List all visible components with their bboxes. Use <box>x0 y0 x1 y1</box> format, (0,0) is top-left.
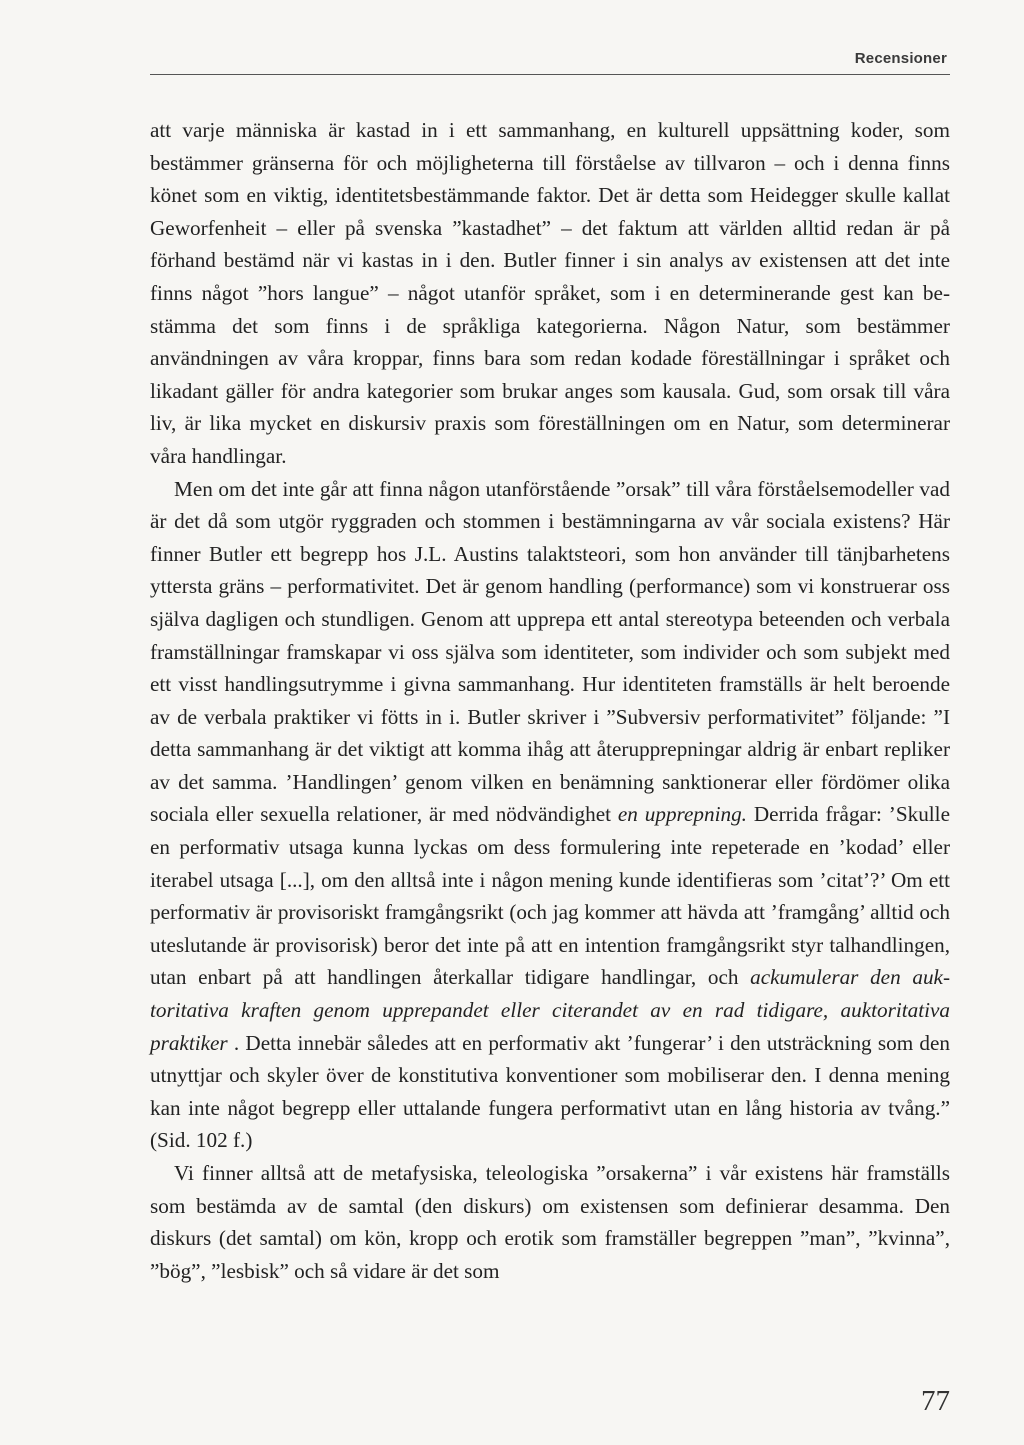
page-number: 77 <box>921 1385 950 1417</box>
text-segment: Derrida frågar: ’Skulle en performativ utsaga kunna lyckas om dess formulering inte repeterade en ’kodad’ eller iterabel utsaga [...], om den alltså inte i någon mening kunde identifieras som ’citat’?’ Om ett performativ är provisoriskt framgångsrikt (och jag kommer att hävda att ’framgång’ alltid och uteslutande är provisorisk) beror det inte på att en intention framgångsrikt styr talhandlingen, utan enbart på att handlingen återkallar tidigare handlingar, och <box>150 802 950 990</box>
paragraph <box>150 1157 950 1287</box>
text-segment: Vi finner alltså att de metafysiska, teleologiska ”orsakerna” i vår existens här framställs som bestämda av de samtal (den diskurs) om existensen som definierar desamma. Den diskurs (det samtal) om kön, kropp och erotik som framställer begreppen ”man”, ”kvinna”, ”bög”, ”lesbisk” och så vidare är det som <box>150 1161 950 1283</box>
paragraph <box>150 114 950 473</box>
italic-segment: ackumulerar den auktoritativa kraften genom upprepandet eller citerandet av en rad tidigare, auktoritativa praktiker <box>150 965 950 1055</box>
header-rule <box>150 74 950 75</box>
running-head: Recensioner <box>854 50 947 67</box>
text-segment: Men om det inte går att finna någon utanförstående ”orsak” till våra förståelsemodeller vad är det då som utgör ryggraden och stommen i bestämningarna av vår sociala existens? Här finner Butler ett begrepp hos J.L. Austins talaktsteori, som hon använder till tänjbarhetens yttersta gräns – performativitet. Det är genom handling (performance) som vi konstruerar oss själva dagligen och stundligen. Genom att upprepa ett antal stereotypa beteenden och verbala framställningar framskapar vi oss själva som identiteter, som individer och som subjekt med ett visst handlingsutrymme i givna sammanhang. Hur identiteten framställs är helt beroende av de verbala praktiker vi fötts in i. Butler skriver i ”Subversiv performativitet” följande: ”I detta sammanhang är det viktigt att komma ihåg att återupprepningar aldrig är enbart repliker av det samma. ’Handlingen’ genom vilken en benämning sanktionerar eller fördömer olika sociala eller sexuella relationer, är med nödvändighet <box>150 476 950 827</box>
text-segment: . Detta innebär således att en performativ akt ’fungerar’ i den utsträckning som den utnyttjar och skyler över de konstitutiva konventioner som mobiliserar den. I denna mening kan inte något begrepp eller uttalande fungera performativt utan en lång historia av tvång.” (Sid. 102 f.) <box>150 1030 950 1153</box>
paragraph <box>150 473 950 1157</box>
text-segment: att varje människa är kastad in i ett sammanhang, en kulturell uppsättning koder, som bestämmer gränserna för och möjligheterna till förståelse av tillvaron – och i denna finns könet som en viktig, identitetsbestämmande faktor. Det är detta som Heidegger skulle kallat Geworfenheit – eller på svenska ”kastadhet” – det faktum att världen alltid redan är på förhand bestämd när vi kastas in i den. Butler finner i sin analys av existensen att det inte finns något ”hors langue” – något utanför språket, som i en determinerande gest kan bestämma det som finns i de språkliga kategorierna. Någon Natur, som bestämmer användningen av våra kroppar, finns bara som redan kodade föreställningar i språket och likadant gäller för andra kategorier som brukar anges som kausala. Gud, som orsak till våra liv, är lika mycket en diskursiv praxis som föreställningen om en Natur, som determinerar våra handlingar. <box>150 118 950 468</box>
body-text <box>150 114 950 1287</box>
italic-segment: en upprepning. <box>617 802 747 827</box>
